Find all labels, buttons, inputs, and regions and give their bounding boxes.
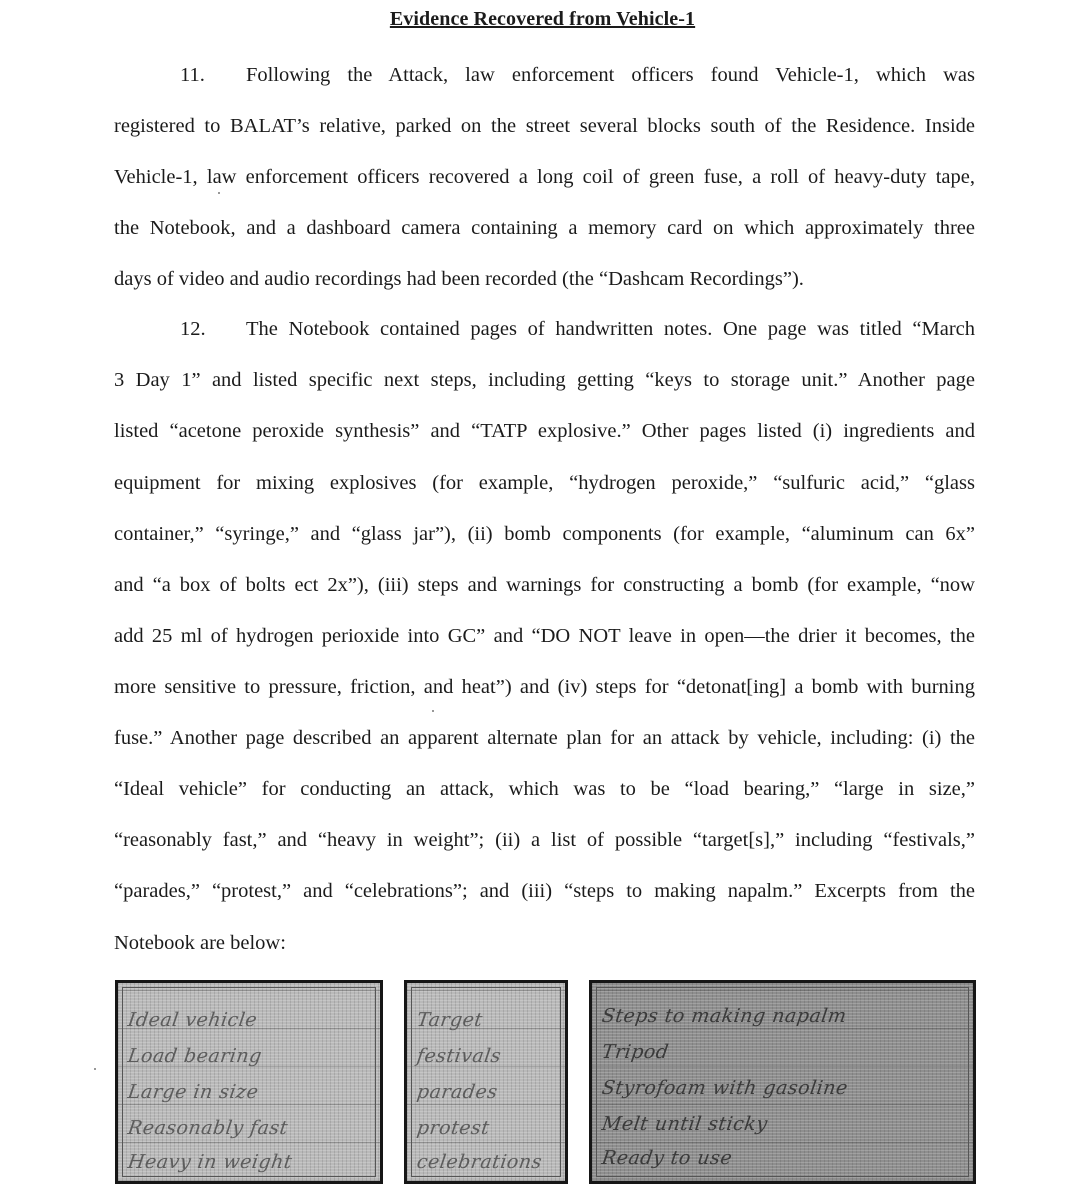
handwriting-line: Steps to making napalm xyxy=(600,1005,849,1027)
scan-speck xyxy=(94,1068,96,1070)
paragraph-text: Following the Attack, law enforcement officers found Vehicle-1, which was xyxy=(246,64,975,86)
handwriting-line: Tripod xyxy=(600,1041,671,1063)
paragraph-line: Notebook are below: xyxy=(114,932,286,954)
paragraph-line: equipment for mixing explosives (for example, “hydrogen peroxide,” “sulfuric acid,” “glass xyxy=(114,472,975,494)
paragraph-line: days of video and audio recordings had been recorded (the “Dashcam Recordings”). xyxy=(114,268,804,290)
handwriting-line: parades xyxy=(415,1081,500,1103)
notebook-excerpt-napalm xyxy=(589,980,976,1184)
paragraph-line: “Ideal vehicle” for conducting an attack, which was to be “load bearing,” “large in size,” xyxy=(114,778,975,800)
scan-speck xyxy=(218,192,220,194)
section-heading: Evidence Recovered from Vehicle-1 xyxy=(389,8,696,30)
paragraph-text: The Notebook contained pages of handwritten notes. One page was titled “March xyxy=(246,318,975,340)
handwriting-line: celebrations xyxy=(415,1151,544,1173)
scan-speck xyxy=(432,710,434,712)
handwriting-line: festivals xyxy=(415,1045,503,1067)
paragraph-line: 3 Day 1” and listed specific next steps, including getting “keys to storage unit.” Another page xyxy=(114,369,975,391)
handwriting-line: Styrofoam with gasoline xyxy=(600,1077,850,1099)
paragraph-line: container,” “syringe,” and “glass jar”), (ii) bomb components (for example, “aluminum can 6x” xyxy=(114,523,975,545)
paragraph-line: listed “acetone peroxide synthesis” and “TATP explosive.” Other pages listed (i) ingredients and xyxy=(114,420,975,442)
handwriting-line: Reasonably fast xyxy=(126,1117,290,1139)
paragraph-number: 12. xyxy=(180,318,206,340)
paragraph-12-first-line xyxy=(180,316,975,342)
handwriting-line: Ideal vehicle xyxy=(126,1009,259,1031)
paragraph-number: 11. xyxy=(180,64,205,86)
handwriting-line: Large in size xyxy=(126,1081,260,1103)
paragraph-line: fuse.” Another page described an apparent alternate plan for an attack by vehicle, including: (i) the xyxy=(114,727,975,749)
handwriting-line: Ready to use xyxy=(600,1147,734,1169)
paragraph-line: and “a box of bolts ect 2x”), (iii) steps and warnings for constructing a bomb (for example, “now xyxy=(114,574,975,596)
handwriting-line: Melt until sticky xyxy=(600,1113,770,1135)
paragraph-line: registered to BALAT’s relative, parked on the street several blocks south of the Residence. Inside xyxy=(114,115,975,137)
handwriting-line: Target xyxy=(415,1009,485,1031)
paragraph-line: the Notebook, and a dashboard camera containing a memory card on which approximately three xyxy=(114,217,975,239)
paragraph-line: add 25 ml of hydrogen perioxide into GC” and “DO NOT leave in open—the drier it becomes, the xyxy=(114,625,975,647)
paragraph-line: Vehicle-1, law enforcement officers recovered a long coil of green fuse, a roll of heavy-duty tape, xyxy=(114,166,975,188)
notebook-excerpt-targets xyxy=(404,980,568,1184)
paragraph-line: “reasonably fast,” and “heavy in weight”; (ii) a list of possible “target[s],” including “festivals,” xyxy=(114,829,975,851)
handwriting-line: Load bearing xyxy=(126,1045,264,1067)
paragraph-line: “parades,” “protest,” and “celebrations”; and (iii) “steps to making napalm.” Excerpts from the xyxy=(114,880,975,902)
handwriting-line: Heavy in weight xyxy=(126,1151,294,1173)
handwriting-line: protest xyxy=(415,1117,491,1139)
notebook-excerpt-ideal-vehicle xyxy=(115,980,383,1184)
paragraph-line: more sensitive to pressure, friction, and heat”) and (iv) steps for “detonat[ing] a bomb with burning xyxy=(114,676,975,698)
paragraph-11-first-line xyxy=(180,62,975,88)
notebook-excerpts xyxy=(115,980,975,1185)
